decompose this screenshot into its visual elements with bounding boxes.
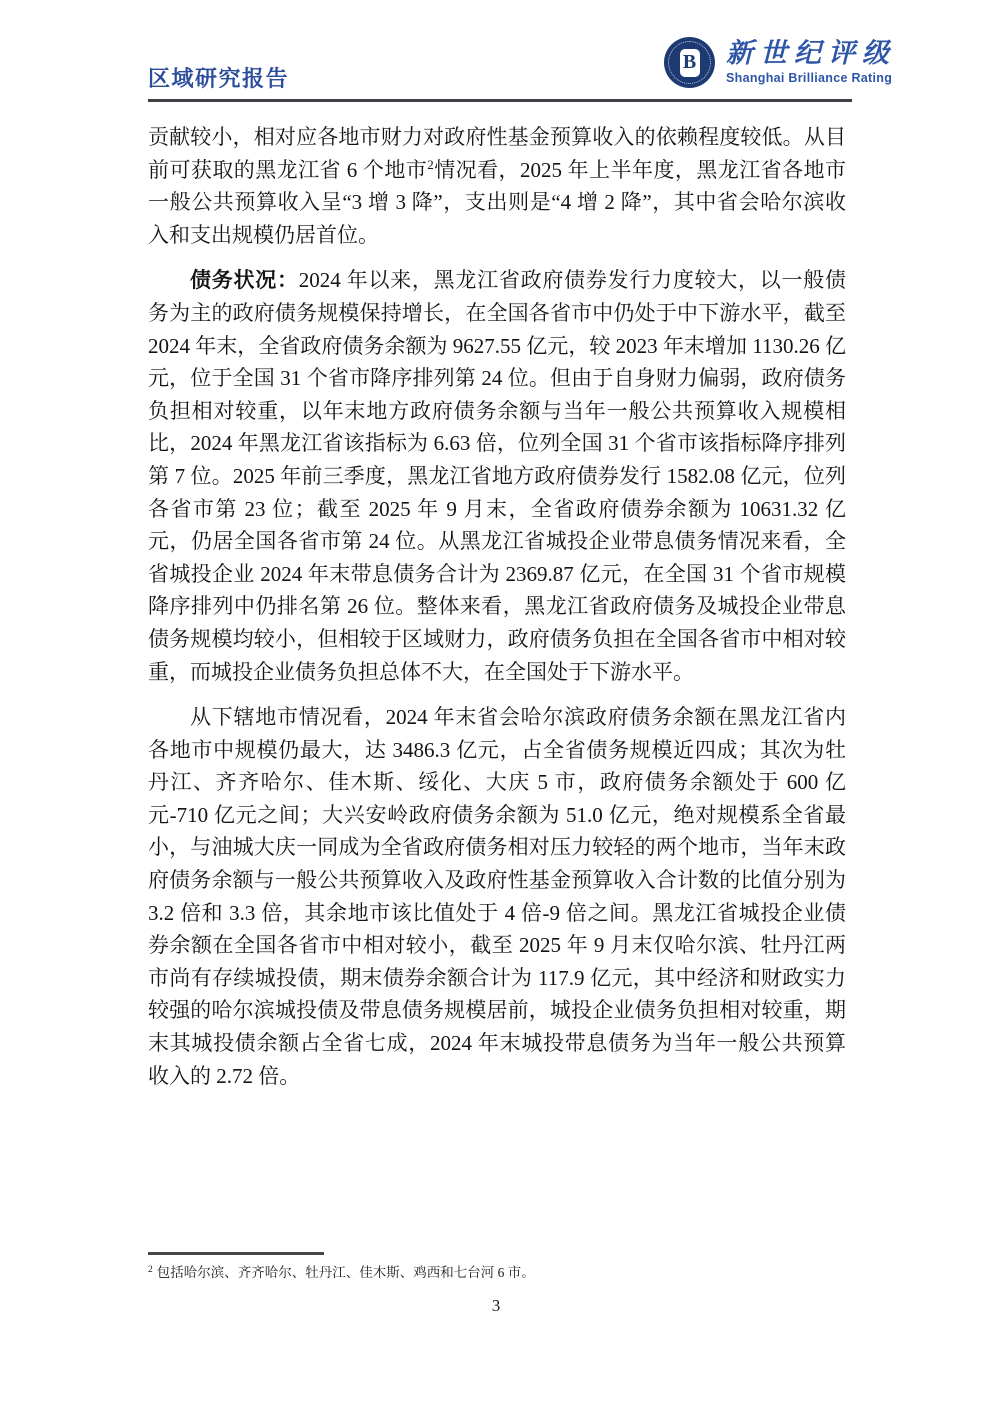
header-divider <box>148 99 852 102</box>
paragraph-text: 贡献较小，相对应各地市财力对政府性基金预算收入的依赖程度较低。从目前可获取的黑龙江省 6 个地市 <box>148 125 846 182</box>
brand-emblem-letter: B <box>680 49 700 77</box>
report-body <box>148 121 846 1105</box>
paragraph-debt-status <box>148 264 846 688</box>
brand-emblem-icon <box>664 37 715 88</box>
paragraph-text: 情况看，2025 年上半年度，黑龙江省各地市一般公共预算收入呈“3 增 3 降”，支出则是“4 增 2 降”，其中省会哈尔滨收入和支出规模仍居首位。 <box>148 157 847 247</box>
brand-name-chinese: 新世纪评级 <box>726 38 896 69</box>
paragraph-text: 2024 年以来，黑龙江省政府债券发行力度较大，以一般债务为主的政府债务规模保持增长，在全国各省市中仍处于中下游水平，截至 2024 年末，全省政府债务余额为 9627.55 亿元，较 2023 年末增加 1130.26 亿元，位于全国 31 个省市降序排列第 24 位。但由于自身财力偏弱，政府债务负担相对较重，以年末地方政府债务余额与当年一般公共预算收入规模相比，2024 年黑龙江省该指标为 6.63 倍，位列全国 31 个省市该指标降序排列第 7 位。2025 年前三季度，黑龙江省地方政府债券发行 1582.08 亿元，位列各省市第 23 位；截至 2025 年 9 月末，全省政府债券余额为 10631.32 亿元，仍居全国各省市第 24 位。从黑龙江省城投企业带息债务情况来看，全省城投企业 2024 年末带息债务合计为 2369.87 亿元，在全国 31 个省市规模降序排列中仍排名第 26 位。整体来看，黑龙江省政府债务及城投企业带息债务规模均较小，但相较于区域财力，政府债务负担在全国各省市中相对较重，而城投企业债务负担总体不大，在全国处于下游水平。 <box>148 268 847 684</box>
footnote-divider <box>148 1252 324 1255</box>
brand-name-english: Shanghai Brilliance Rating <box>726 70 893 85</box>
page-title: 区域研究报告 <box>148 66 290 91</box>
debt-status-lead-label: 债务状况： <box>190 268 299 293</box>
paragraph-fiscal-dependence <box>148 121 846 251</box>
footnote <box>148 1263 848 1283</box>
footnote-text: 包括哈尔滨、齐齐哈尔、牡丹江、佳木斯、鸡西和七台河 6 市。 <box>156 1265 535 1280</box>
footnote-marker: 2 <box>148 1264 153 1275</box>
brand-logo <box>664 37 896 88</box>
page-number: 3 <box>491 1296 501 1315</box>
footnote-reference-2: 2 <box>427 156 434 172</box>
paragraph-city-level-debt: 从下辖地市情况看，2024 年末省会哈尔滨政府债务余额在黑龙江省内各地市中规模仍最大，达 3486.3 亿元，占全省债务规模近四成；其次为牡丹江、齐齐哈尔、佳木斯、绥化、大庆 5 市，政府债务余额处于 600 亿元-710 亿元之间；大兴安岭政府债务余额为 51.0 亿元，绝对规模系全省最小，与油城大庆一同成为全省政府债务相对压力较轻的两个地市，当年末政府债务余额与一般公共预算收入及政府性基金预算收入合计数的比值分别为 3.2 倍和 3.3 倍，其余地市该比值处于 4 倍-9 倍之间。黑龙江省城投企业债券余额在全国各省市中相对较小，截至 2025 年 9 月末仅哈尔滨、牡丹江两市尚有存续城投债，期末债券余额合计为 117.9 亿元，其中经济和财政实力较强的哈尔滨城投债及带息债务规模居前，城投企业债务负担相对较重，期末其城投债余额占全省七成，2024 年末城投带息债务为当年一般公共预算收入的 2.72 倍。 <box>148 705 846 1088</box>
brand-text-block <box>726 39 896 85</box>
